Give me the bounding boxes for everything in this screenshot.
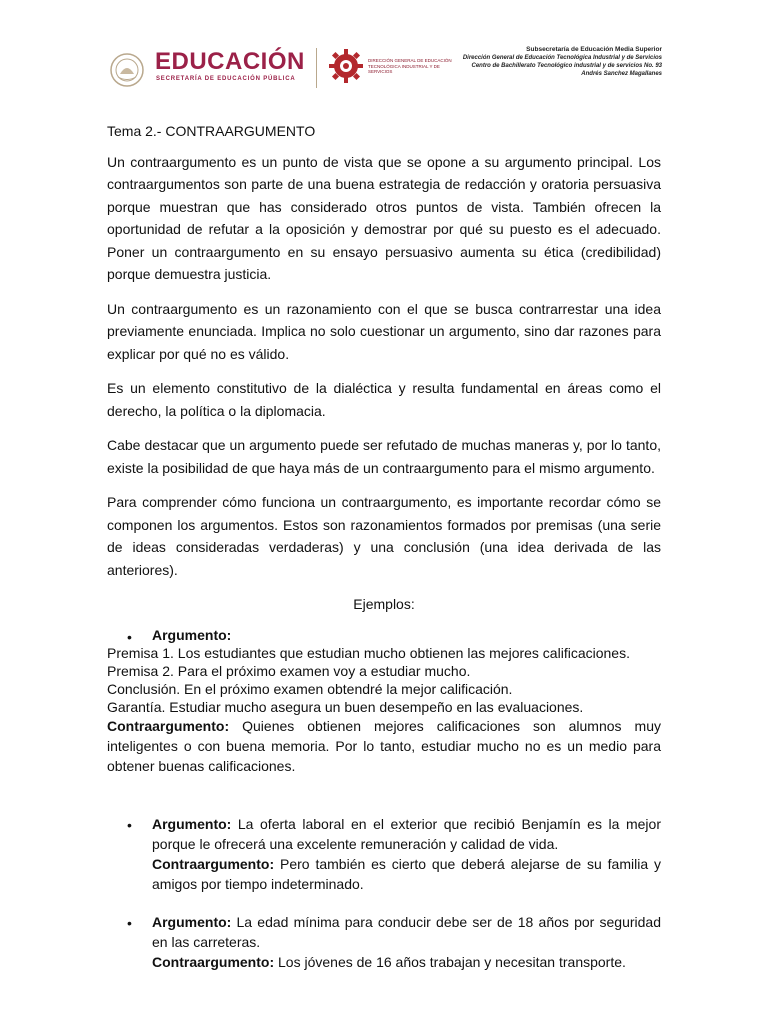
counterargument-text: Quienes obtienen mejores calificaciones son alumnos muy inteligentes o con buena memoria. Por lo tanto, estudiar mucho no es un medio para obtener buenas calificaciones. — [107, 717, 661, 774]
institution-line-1: Subsecretaría de Educación Media Superior — [526, 46, 662, 53]
counterargument-text: Los jóvenes de 16 años trabajan y necesitan transporte. — [274, 953, 626, 970]
example-3-counterargument — [107, 952, 661, 972]
counterargument-label: Contraargumento: — [107, 717, 230, 734]
argument-text: La edad mínima para conducir debe ser de 18 años por seguridad en las carreteras. — [152, 913, 661, 950]
argument-label: Argumento: — [152, 626, 232, 643]
header-divider — [316, 48, 317, 88]
paragraph-2: Un contraargumento es un razonamiento con el que se busca contrarrestar una idea previamente enunciada. Implica no solo cuestionar un argumento, sino dar razones para explicar por qué no es válido. — [107, 300, 661, 362]
paragraph-5: Para comprender cómo funciona un contraargumento, es importante recordar cómo se componen los argumentos. Estos son razonamientos formados por premisas (una serie de ideas consideradas verdaderas) y una conclusión (una idea derivada de las anteriores). — [107, 494, 661, 578]
institution-block — [463, 46, 662, 78]
counterargument-label: Contraargumento: — [152, 953, 275, 970]
example-1-label — [107, 626, 661, 644]
example-3 — [107, 912, 661, 972]
national-seal-icon — [108, 52, 146, 88]
bullet-icon: • — [127, 628, 132, 645]
brand-title: EDUCACIÓN — [155, 48, 305, 75]
counterargument-text: Pero también es cierto que deberá alejarse de su familia y amigos por tiempo indeterminado. — [152, 855, 661, 892]
example-1 — [107, 626, 661, 776]
dgeti-name: DIRECCIÓN GENERAL DE EDUCACIÓN TECNOLÓGICA INDUSTRIAL Y DE SERVICIOS — [368, 58, 452, 74]
counterargument-label: Contraargumento: — [152, 855, 275, 872]
document-title: Tema 2.- CONTRAARGUMENTO — [107, 123, 316, 139]
paragraph-3: Es un elemento constitutivo de la dialéctica y resulta fundamental en áreas como el derecho, la política o la diplomacia. — [107, 380, 661, 419]
example-2 — [107, 814, 661, 894]
institution-line-3: Centro de Bachillerato Tecnológico industrial y de servicios No. 93 — [471, 63, 662, 69]
paragraph-1: Un contraargumento es un punto de vista que se opone a su argumento principal. Los contraargumentos son parte de una buena estrategia de redacción y oratoria persuasiva porque muestran que has considerado otros puntos de vista. También ofrecen la oportunidad de refutar a la oposición y demostrar por qué su puesto es el adecuado. Poner un contraargumento en su ensayo persuasivo aumenta su ética (credibilidad) porque demuestra justicia. — [107, 153, 661, 282]
examples-heading: Ejemplos: — [353, 596, 415, 612]
bullet-icon: • — [127, 914, 132, 931]
institution-line-4: Andrés Sanchez Magallanes — [581, 71, 662, 77]
example-3-argument — [107, 912, 661, 952]
example-2-argument — [107, 814, 661, 854]
argument-label: Argumento: — [152, 815, 232, 832]
example-1-counterargument — [107, 716, 661, 776]
argument-label: Argumento: — [152, 913, 232, 930]
letterhead — [0, 0, 768, 110]
example-1-premise-2: Premisa 2. Para el próximo examen voy a estudiar mucho. — [107, 662, 471, 679]
example-1-premise-1: Premisa 1. Los estudiantes que estudian mucho obtienen las mejores calificaciones. — [107, 644, 630, 661]
dgeti-gear-logo-icon — [328, 48, 364, 84]
paragraph-4: Cabe destacar que un argumento puede ser refutado de muchas maneras y, por lo tanto, existe la posibilidad de que haya más de un contraargumento para el mismo argumento. — [107, 437, 661, 476]
bullet-icon: • — [127, 816, 132, 833]
institution-line-2: Dirección General de Educación Tecnológica Industrial y de Servicios — [462, 55, 662, 61]
example-2-counterargument — [107, 854, 661, 894]
brand-subtitle: SECRETARÍA DE EDUCACIÓN PÚBLICA — [156, 76, 296, 82]
example-1-guarantee: Garantía. Estudiar mucho asegura un buen desempeño en las evaluaciones. — [107, 698, 584, 715]
argument-text: La oferta laboral en el exterior que recibió Benjamín es la mejor porque le ofrecerá una excelente remuneración y calidad de vida. — [152, 815, 661, 852]
example-1-conclusion: Conclusión. En el próximo examen obtendré la mejor calificación. — [107, 680, 513, 697]
document-body — [107, 120, 661, 972]
